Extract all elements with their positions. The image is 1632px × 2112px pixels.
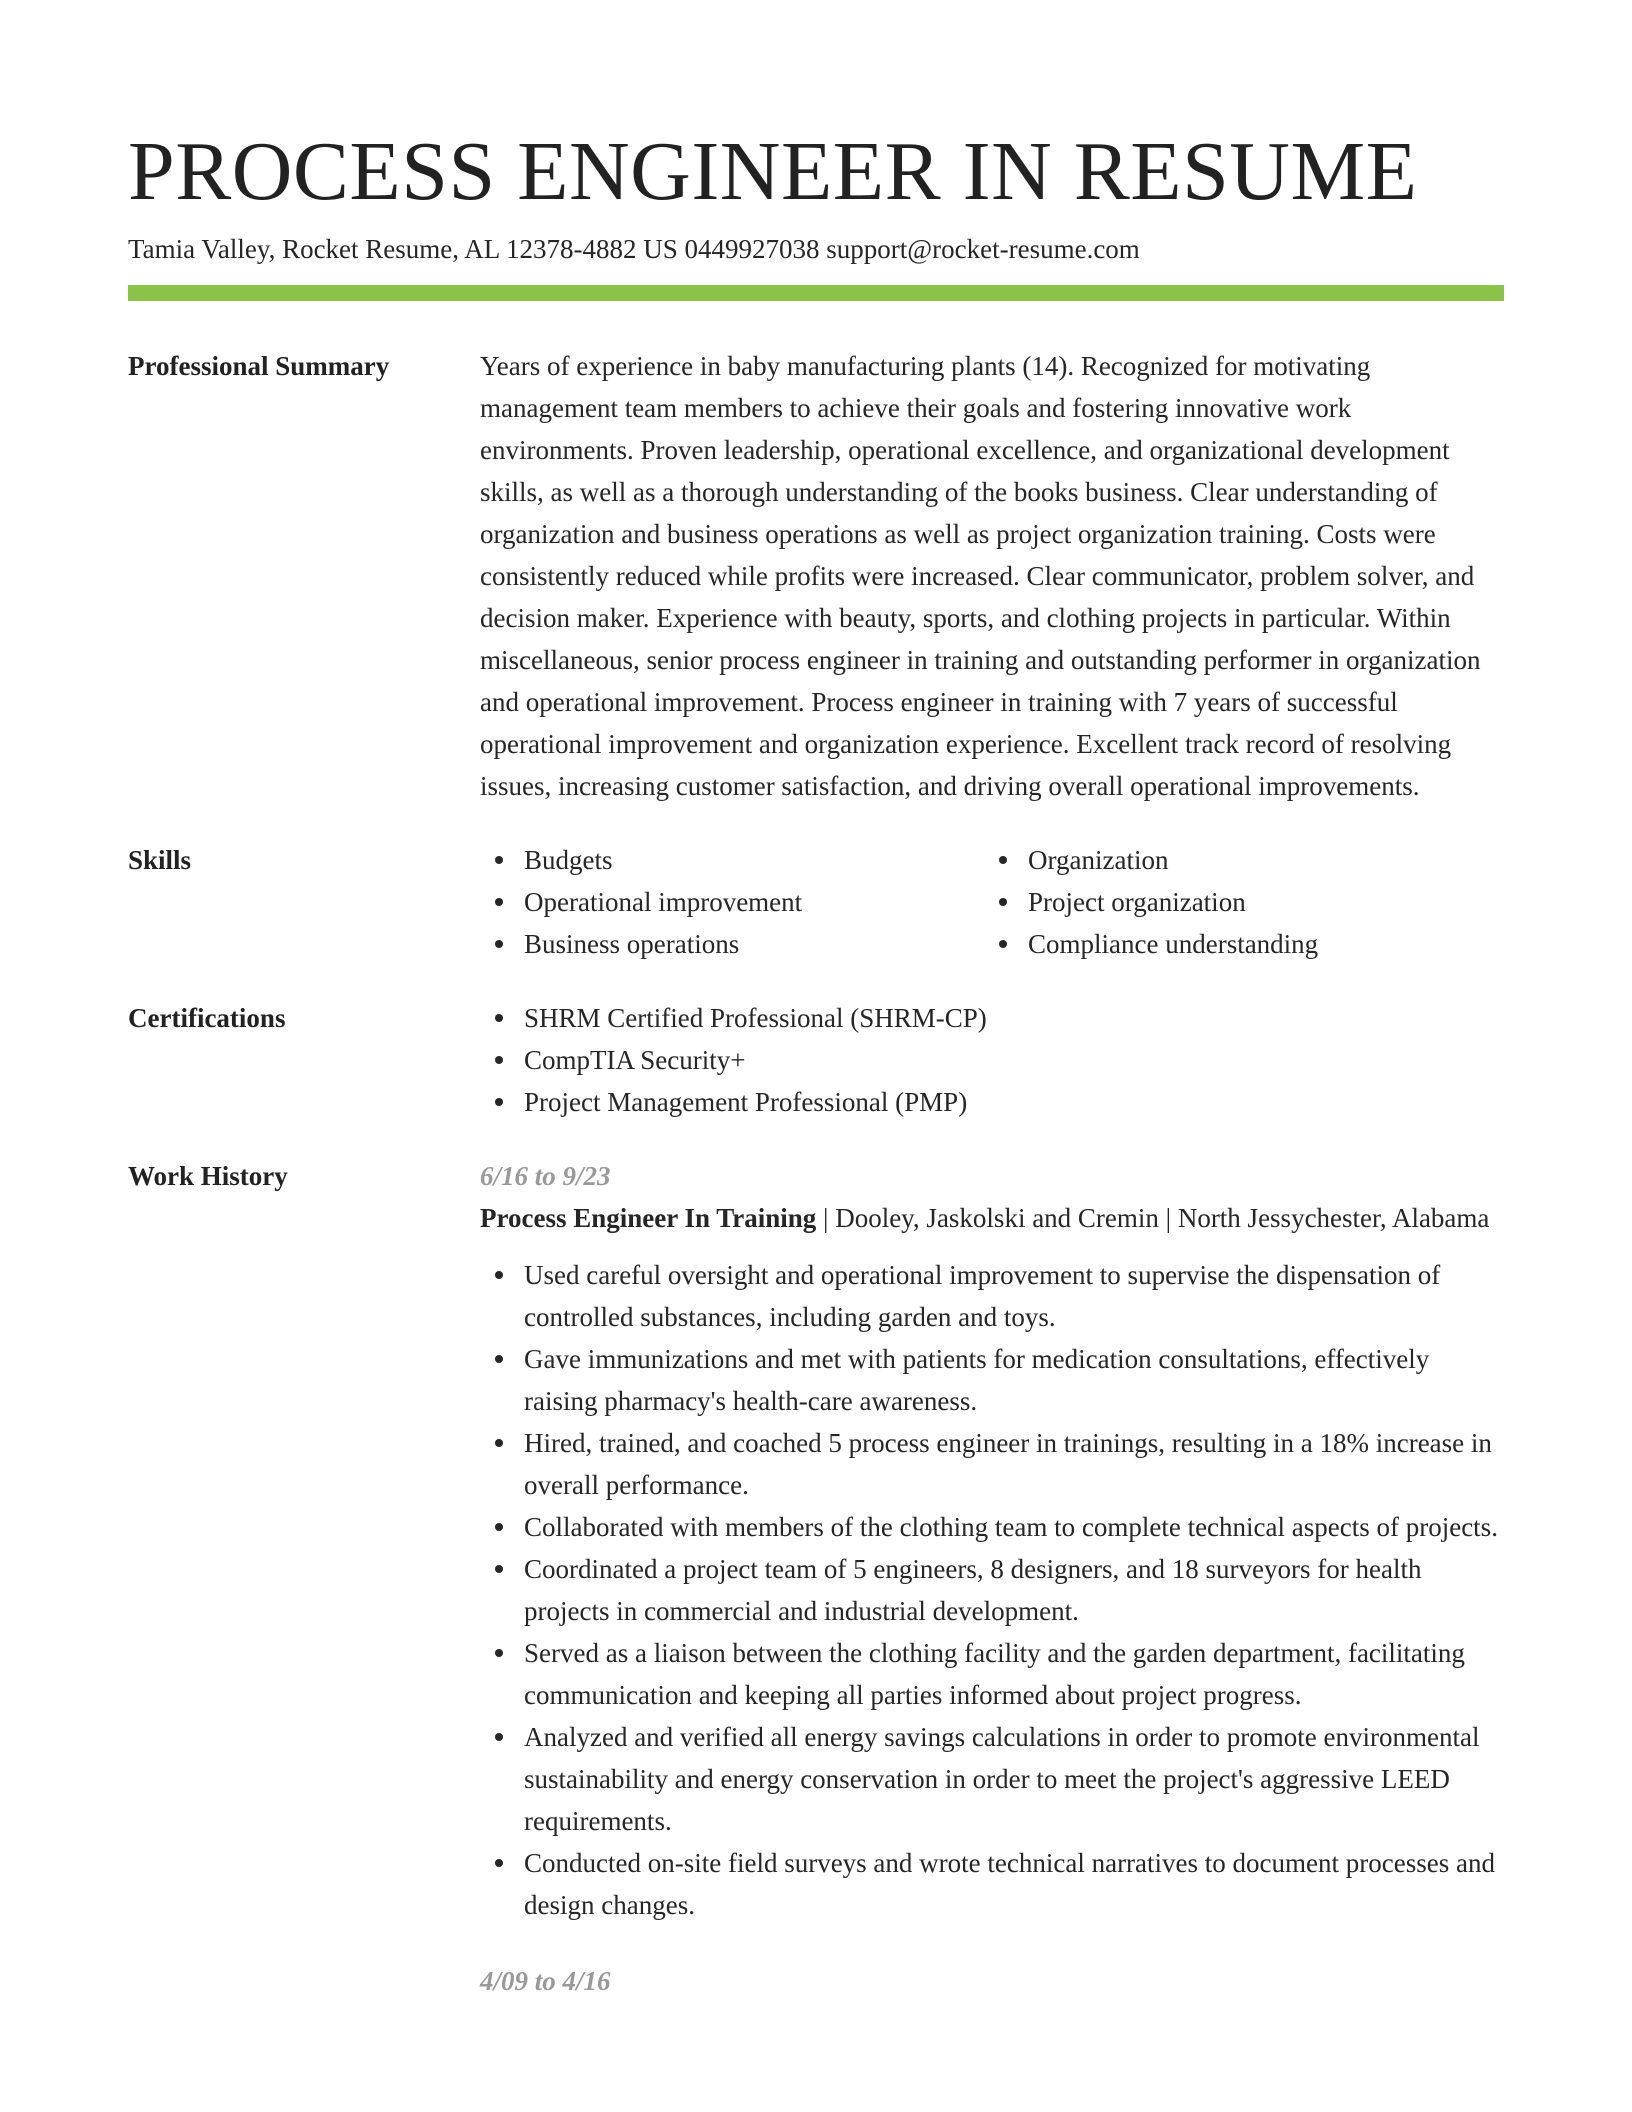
section-label-summary: Professional Summary	[128, 351, 390, 381]
section-label-certifications: Certifications	[128, 1003, 286, 1033]
skills-list-left	[480, 839, 984, 965]
section-label-skills: Skills	[128, 845, 192, 875]
skills-list-right	[984, 839, 1488, 965]
skill-item: Compliance understanding	[1028, 923, 1488, 965]
certification-item: Project Management Professional (PMP)	[524, 1081, 1504, 1123]
summary-text: Years of experience in baby manufacturing plants (14). Recognized for motivating management team members to achieve their goals and fostering innovative work environments. Proven leadership, operational excellence, and organizational development skills, as well as a thorough understanding of the books business. Clear understanding of organization and business operations as well as project organization training. Costs were consistently reduced while profits were increased. Clear communicator, problem solver, and decision maker. Experience with beauty, sports, and clothing projects in particular. Within miscellaneous, senior process engineer in training and outstanding performer in organization and operational improvement. Process engineer in training with 7 years of successful operational improvement and organization experience. Excellent track record of resolving issues, increasing customer satisfaction, and driving overall operational improvements.	[480, 351, 1481, 801]
certifications-list	[480, 997, 1504, 1123]
section-skills	[128, 839, 1504, 965]
job-duty-item: Served as a liaison between the clothing facility and the garden department, facilitating communication and keeping all parties informed about project progress.	[524, 1632, 1504, 1716]
section-label-work-history: Work History	[128, 1161, 288, 1191]
work-history-body	[480, 1155, 1504, 2036]
section-certifications	[128, 997, 1504, 1123]
job-duty-item: Analyzed and verified all energy savings calculations in order to promote environmental sustainability and energy conservation in order to meet the project's aggressive LEED requirements.	[524, 1716, 1504, 1842]
job-employer-location: | Dooley, Jaskolski and Cremin | North Jessychester, Alabama	[816, 1203, 1490, 1233]
job-entry	[480, 1960, 1504, 2002]
job-duty-item: Used careful oversight and operational improvement to supervise the dispensation of controlled substances, including garden and toys.	[524, 1254, 1504, 1338]
skill-item: Project organization	[1028, 881, 1488, 923]
header-accent-rule	[128, 285, 1504, 301]
skill-item: Operational improvement	[524, 881, 984, 923]
job-heading	[480, 1197, 1504, 1239]
job-dates: 4/09 to 4/16	[480, 1966, 611, 1996]
certification-item: CompTIA Security+	[524, 1039, 1504, 1081]
skills-columns	[480, 839, 1504, 965]
job-duty-item: Coordinated a project team of 5 engineers, 8 designers, and 18 surveyors for health projects in commercial and industrial development.	[524, 1548, 1504, 1632]
job-duty-item: Conducted on-site field surveys and wrote technical narratives to document processes and design changes.	[524, 1842, 1504, 1926]
job-title: Process Engineer In Training	[480, 1203, 817, 1233]
job-dates: 6/16 to 9/23	[480, 1161, 611, 1191]
skill-item: Business operations	[524, 923, 984, 965]
certification-item: SHRM Certified Professional (SHRM-CP)	[524, 997, 1504, 1039]
section-work-history	[128, 1155, 1504, 2036]
section-professional-summary	[128, 345, 1504, 807]
resume-name: PROCESS ENGINEER IN RESUME	[128, 125, 1418, 218]
certifications-body	[480, 997, 1504, 1123]
contact-line: Tamia Valley, Rocket Resume, AL 12378-4882 US 0449927038 support@rocket-resume.com	[128, 234, 1140, 264]
job-entry	[480, 1155, 1504, 1926]
job-duty-item: Collaborated with members of the clothing team to complete technical aspects of projects.	[524, 1506, 1504, 1548]
resume-page	[128, 0, 1504, 2036]
skill-item: Organization	[1028, 839, 1488, 881]
job-duties-list	[480, 1254, 1504, 1926]
job-duty-item: Hired, trained, and coached 5 process engineer in trainings, resulting in a 18% increase in overall performance.	[524, 1422, 1504, 1506]
skill-item: Budgets	[524, 839, 984, 881]
job-duty-item: Gave immunizations and met with patients for medication consultations, effectively raising pharmacy's health-care awareness.	[524, 1338, 1504, 1422]
